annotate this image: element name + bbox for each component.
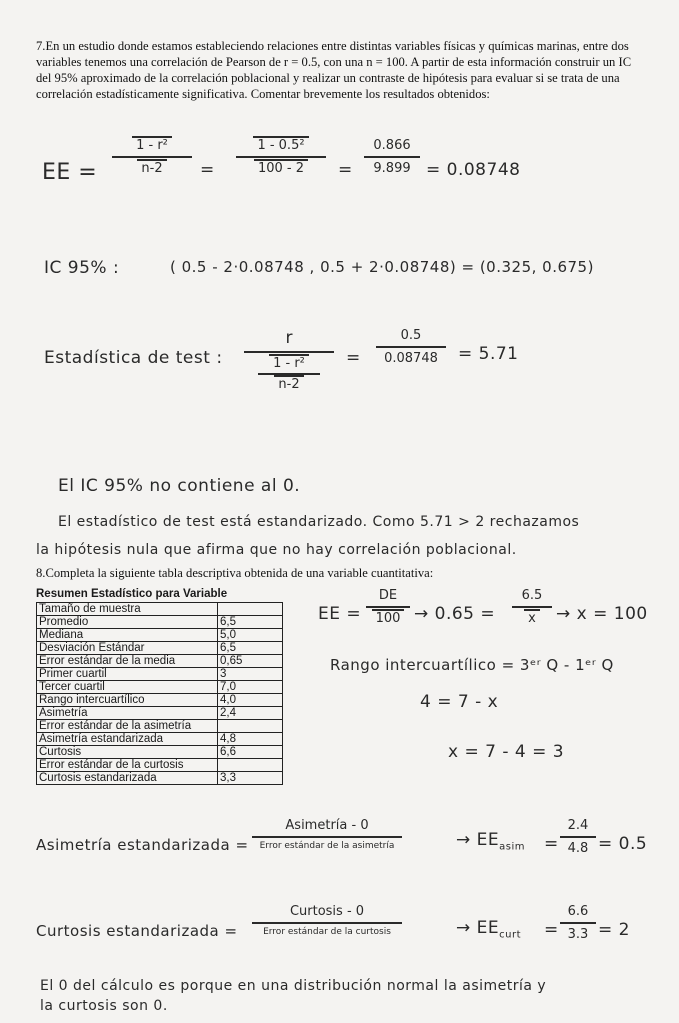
row-label: Curtosis xyxy=(37,746,218,759)
question-7-statement: 7.En un estudio donde estamos estableciendo relaciones entre distintas variables físicas y químicas marinas, entre dos variables tenemos una correlación de Pearson de r = 0.5, con una n = 100. A partir de esta información construir un IC del 95% aproximado de la correlación poblacional y realizar un contraste de hipótesis para evaluar si se trata de una correlación estadísticamente significativa. Comentar brevemente los resultados obtenidos: xyxy=(36,39,632,101)
ee-equals-1: = xyxy=(200,160,215,180)
ee-f3-num: 0.866 xyxy=(373,138,411,153)
row-label: Tercer cuartil xyxy=(37,681,218,694)
question-8-statement: 8.Completa la siguiente tabla descriptiva obtenida de una variable cuantitativa: xyxy=(36,566,434,580)
table-row xyxy=(37,616,283,629)
statistics-table xyxy=(36,602,283,785)
rango-line-3: x = 7 - 4 = 3 xyxy=(448,742,565,762)
q8-ee-num: DE xyxy=(378,588,398,603)
ee-f1-den: n-2 xyxy=(137,159,166,176)
table-row xyxy=(37,655,283,668)
ee-label: EE = xyxy=(42,160,98,185)
ee-f3-den: 9.899 xyxy=(373,161,411,176)
table-row xyxy=(37,707,283,720)
test-equals: = xyxy=(346,348,361,368)
asim-arrow-text: → EE xyxy=(456,830,500,850)
q8-ee-arrow: → 0.65 = xyxy=(414,604,496,624)
q8-ee-result: → x = 100 xyxy=(556,604,648,624)
ic-label: IC 95% : xyxy=(44,258,120,278)
row-value: 5,0 xyxy=(218,629,283,642)
row-value: 4,0 xyxy=(218,694,283,707)
row-value: 2,4 xyxy=(218,707,283,720)
curt-arrow xyxy=(456,918,521,940)
asim-sub: asim xyxy=(499,841,525,853)
curt-fden: 3.3 xyxy=(567,927,589,942)
q8-ee-num2: 6.5 xyxy=(521,588,543,603)
row-value: 3,3 xyxy=(218,772,283,785)
curt-arrow-text: → EE xyxy=(456,918,500,938)
table-row xyxy=(37,629,283,642)
asim-fraction xyxy=(252,818,402,851)
table-row xyxy=(37,603,283,616)
ee-fraction-1 xyxy=(112,138,192,176)
table-row xyxy=(37,772,283,785)
comment-test-1: El estadístico de test está estandarizado. Como 5.71 > 2 rechazamos xyxy=(58,514,580,530)
ee-f2-den: 100 - 2 xyxy=(254,159,308,176)
ic-expression: ( 0.5 - 2·0.08748 , 0.5 + 2·0.08748) = (0.325, 0.675) xyxy=(170,258,594,276)
asim-fden: 4.8 xyxy=(567,841,589,856)
row-value: 6,5 xyxy=(218,642,283,655)
asim-ee-fraction xyxy=(560,818,596,856)
table-row xyxy=(37,720,283,733)
row-value: 6,6 xyxy=(218,746,283,759)
table-row xyxy=(37,733,283,746)
row-label: Desviación Estándar xyxy=(37,642,218,655)
ee-fraction-3 xyxy=(364,138,420,176)
final-comment-2: la curtosis son 0. xyxy=(40,998,168,1014)
curt-den: Error estándar de la curtosis xyxy=(263,927,391,937)
comment-test-2: la hipótesis nula que afirma que no hay correlación poblacional. xyxy=(36,542,517,558)
row-label: Asimetría estandarizada xyxy=(37,733,218,746)
row-label: Curtosis estandarizada xyxy=(37,772,218,785)
row-label: Error estándar de la curtosis xyxy=(37,759,218,772)
table-row xyxy=(37,668,283,681)
test-result: = 5.71 xyxy=(458,344,519,364)
row-value: 0,65 xyxy=(218,655,283,668)
asim-arrow xyxy=(456,830,525,852)
asim-num: Asimetría - 0 xyxy=(285,818,369,833)
test-f2-den: 0.08748 xyxy=(384,351,438,366)
curt-eq: = xyxy=(544,920,559,940)
ee-f1-num: 1 - r² xyxy=(132,136,172,153)
asim-den: Error estándar de la asimetría xyxy=(259,841,395,851)
row-label: Error estándar de la media xyxy=(37,655,218,668)
row-value: 7,0 xyxy=(218,681,283,694)
test-label: Estadística de test : xyxy=(44,348,223,368)
row-value xyxy=(218,720,283,733)
row-label: Asimetría xyxy=(37,707,218,720)
row-label: Tamaño de muestra xyxy=(37,603,218,616)
curt-num: Curtosis - 0 xyxy=(289,904,365,919)
q8-ee-fraction xyxy=(366,588,410,626)
curt-fnum: 6.6 xyxy=(567,904,589,919)
ee-f2-num: 1 - 0.5² xyxy=(253,136,308,153)
row-value: 4,8 xyxy=(218,733,283,746)
curt-label: Curtosis estandarizada = xyxy=(36,922,238,940)
rango-line-1: Rango intercuartílico = 3ᵉʳ Q - 1ᵉʳ Q xyxy=(330,656,614,674)
asim-label: Asimetría estandarizada = xyxy=(36,836,249,854)
row-label: Primer cuartil xyxy=(37,668,218,681)
row-value xyxy=(218,759,283,772)
table-row xyxy=(37,694,283,707)
row-label: Promedio xyxy=(37,616,218,629)
test-fraction-1 xyxy=(244,328,334,392)
q8-ee-fraction-2 xyxy=(512,588,552,626)
q8-ee-den2: x xyxy=(524,609,540,626)
row-value: 6,5 xyxy=(218,616,283,629)
test-den-den: n-2 xyxy=(274,375,303,392)
final-comment-1: El 0 del cálculo es porque en una distribución normal la asimetría y xyxy=(40,978,547,994)
ee-result: = 0.08748 xyxy=(426,160,521,180)
curt-sub: curt xyxy=(499,929,522,941)
ee-equals-2: = xyxy=(338,160,353,180)
table-row xyxy=(37,759,283,772)
q8-ee-den: 100 xyxy=(372,609,405,626)
row-label: Rango intercuartílico xyxy=(37,694,218,707)
curt-result: = 2 xyxy=(598,920,630,940)
curt-ee-fraction xyxy=(560,904,596,942)
asim-result: = 0.5 xyxy=(598,834,648,854)
table-title: Resumen Estadístico para Variable xyxy=(36,588,228,600)
asim-eq: = xyxy=(544,834,559,854)
comment-ic: El IC 95% no contiene al 0. xyxy=(58,476,301,496)
q8-ee-label: EE = xyxy=(318,604,362,624)
row-value: 3 xyxy=(218,668,283,681)
row-label: Error estándar de la asimetría xyxy=(37,720,218,733)
asim-fnum: 2.4 xyxy=(567,818,589,833)
row-label: Mediana xyxy=(37,629,218,642)
curt-fraction xyxy=(252,904,402,937)
table-row xyxy=(37,681,283,694)
ee-fraction-2 xyxy=(236,138,326,176)
test-den-num: 1 - r² xyxy=(269,354,309,371)
row-value xyxy=(218,603,283,616)
test-fraction-2 xyxy=(376,328,446,366)
test-f2-num: 0.5 xyxy=(400,328,422,343)
rango-line-2: 4 = 7 - x xyxy=(420,692,499,712)
table-row xyxy=(37,642,283,655)
table-row xyxy=(37,746,283,759)
test-num: r xyxy=(285,328,293,348)
